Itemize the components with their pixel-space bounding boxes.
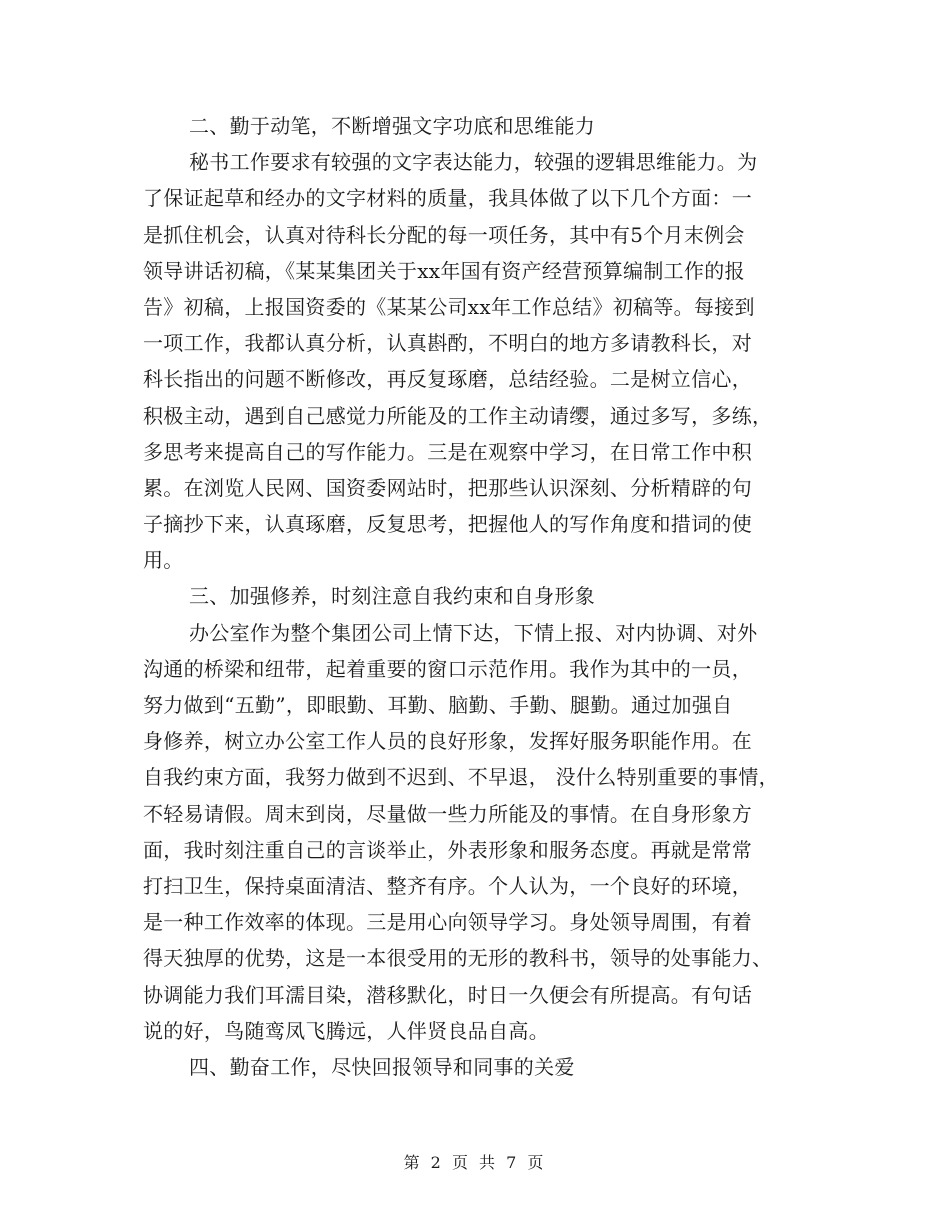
text-line: 自我约束方面，我努力做到不迟到、不早退， 没什么特别重要的事情， — [143, 765, 779, 790]
text-line: 是抓住机会，认真对待科长分配的每一项任务，其中有5个月末例会 — [143, 222, 745, 247]
text-line: 告》初稿，上报国资委的《某某公司xx年工作总结》初稿等。每接到 — [143, 294, 755, 319]
text-line: 努力做到“五勤”，即眼勤、耳勤、脑勤、手勤、腿勤。通过加强自 — [143, 693, 733, 717]
text-line: 身修养，树立办公室工作人员的良好形象，发挥好服务职能作用。在 — [143, 729, 752, 754]
text-line: 三、加强修养，时刻注意自我约束和自身形象 — [189, 584, 595, 609]
text-line: 说的好，鸟随鸾凤飞腾远，人伴贤良品自高。 — [143, 1018, 549, 1043]
text-line: 科长指出的问题不断修改，再反复琢磨，总结经验。二是树立信心， — [143, 367, 752, 392]
text-line: 累。在浏览人民网、国资委网站时，把那些认识深刻、分析精辟的句 — [143, 475, 752, 500]
text-line: 四、勤奋工作，尽快回报领导和同事的关爱 — [189, 1054, 575, 1079]
text-line: 积极主动，遇到自己感觉力所能及的工作主动请缨，通过多写，多练， — [143, 403, 773, 428]
text-line: 子摘抄下来，认真琢磨，反复思考，把握他人的写作角度和措词的使 — [143, 512, 752, 537]
text-line: 是一种工作效率的体现。三是用心向领导学习。身处领导周围，有着 — [143, 910, 752, 935]
text-line: 沟通的桥梁和纽带，起着重要的窗口示范作用。我作为其中的一员， — [143, 656, 752, 681]
text-line: 打扫卫生，保持桌面清洁、整齐有序。个人认为，一个良好的环境， — [143, 873, 752, 898]
text-line: 二、勤于动笔，不断增强文字功底和思维能力 — [189, 114, 595, 138]
text-line: 不轻易请假。周末到岗，尽量做一些力所能及的事情。在自身形象方 — [143, 801, 752, 826]
text-line: 面，我时刻注重自己的言谈举止，外表形象和服务态度。再就是常常 — [143, 837, 752, 862]
text-line: 了保证起草和经办的文字材料的质量，我具体做了以下几个方面：一 — [143, 186, 752, 211]
text-line: 一项工作，我都认真分析，认真斟酌，不明白的地方多请教科长，对 — [143, 331, 752, 356]
text-line: 办公室作为整个集团公司上情下达，下情上报、对内协调、对外 — [189, 620, 758, 645]
text-line: 得天独厚的优势，这是一本很受用的无形的教科书，领导的处事能力、 — [143, 946, 773, 971]
text-line: 协调能力我们耳濡目染，潜移默化，时日一久便会有所提高。有句话 — [143, 982, 752, 1007]
text-line: 秘书工作要求有较强的文字表达能力，较强的逻辑思维能力。为 — [189, 150, 758, 175]
text-line: 领导讲话初稿，《某某集团关于xx年国有资产经营预算编制工作的报 — [143, 258, 745, 283]
text-line: 用。 — [143, 548, 184, 573]
page-footer: 第 2 页 共 7 页 — [403, 1153, 547, 1172]
document-body — [143, 108, 823, 1085]
text-line: 多思考来提高自己的写作能力。三是在观察中学习，在日常工作中积 — [143, 439, 752, 464]
